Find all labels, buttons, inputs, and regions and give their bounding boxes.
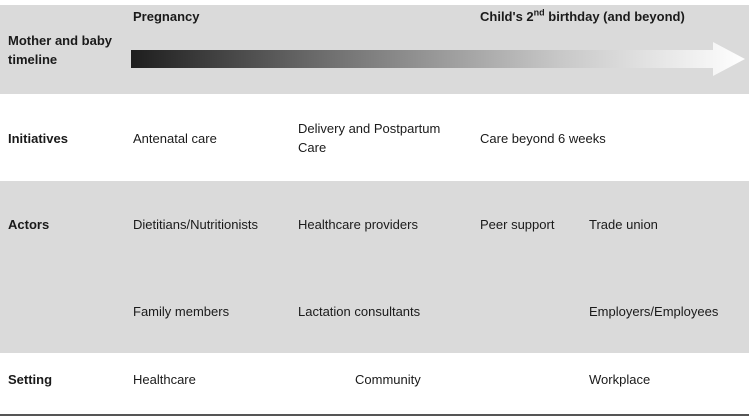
actors-band (0, 181, 749, 353)
initiatives-row-label: Initiatives (8, 131, 68, 146)
setting-workplace: Workplace (589, 372, 651, 387)
initiative-antenatal-care: Antenatal care (133, 131, 217, 146)
timeline-end-label-post: birthday (and beyond) (544, 9, 685, 24)
actor-trade-union: Trade union (589, 217, 658, 232)
actor-healthcare-providers: Healthcare providers (298, 217, 418, 232)
initiative-care-beyond-6-weeks: Care beyond 6 weeks (480, 131, 606, 146)
actor-employers-employees: Employers/Employees (589, 304, 719, 319)
timeline-end-label-sup: nd (533, 7, 545, 18)
actor-peer-support: Peer support (480, 217, 555, 232)
initiative-delivery-postpartum-line1: Delivery and Postpartum (298, 121, 441, 136)
timeline-arrow (131, 42, 746, 76)
timeline-arrow-shape (131, 42, 745, 76)
timeline-row-label-line1: Mother and baby (8, 33, 113, 48)
setting-community: Community (355, 372, 421, 387)
timeline-start-label: Pregnancy (133, 9, 200, 24)
actor-lactation-consultants: Lactation consultants (298, 304, 421, 319)
initiative-delivery-postpartum (298, 119, 440, 157)
bottom-divider (0, 414, 749, 416)
timeline-end-label (480, 7, 685, 26)
timeline-end-label-pre: Child's 2 (480, 9, 534, 24)
initiative-delivery-postpartum-line2: Care (298, 140, 327, 155)
timeline-row-label (8, 31, 112, 69)
setting-row-label: Setting (8, 372, 53, 387)
actors-row-label: Actors (8, 217, 50, 232)
timeline-row-label-line2: timeline (8, 52, 58, 67)
actor-family-members: Family members (133, 304, 230, 319)
actor-dietitians-nutritionists: Dietitians/Nutritionists (133, 217, 258, 232)
setting-healthcare: Healthcare (133, 372, 196, 387)
